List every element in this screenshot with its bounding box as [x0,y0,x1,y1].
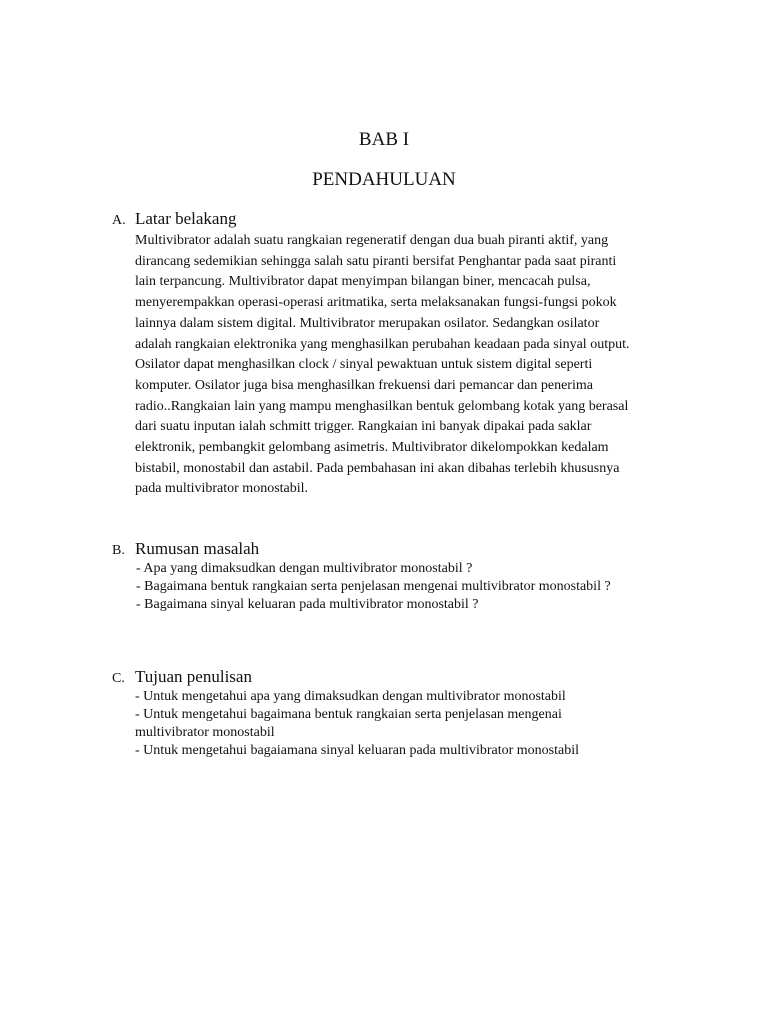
section-title: Rumusan masalah [135,539,260,558]
paragraph-line: dari suatu inputan ialah schmitt trigger. Rangkaian ini banyak dipakai pada saklar [135,419,592,435]
chapter-title: PENDAHULUAN [312,169,456,190]
list-item: multivibrator monostabil [135,725,275,740]
paragraph-line: menyerempakkan operasi-operasi aritmatika, serta melaksanakan fungsi-fungsi pokok [135,295,617,311]
paragraph-line: Osilator dapat menghasilkan clock / sinyal pewaktuan untuk sistem digital seperti [135,357,593,373]
section-writing-objectives [112,666,672,760]
section-heading [112,666,672,688]
objective-list [135,688,672,760]
section-letter: B. [112,543,125,558]
paragraph-line: lainnya dalam sistem digital. Multivibrator merupakan osilator. Sedangkan osilator [135,315,600,331]
list-item: - Untuk mengetahui bagaimana bentuk rangkaian serta penjelasan mengenai [135,707,562,722]
list-item: - Untuk mengetahui bagaiamana sinyal keluaran pada multivibrator monostabil [135,743,579,758]
paragraph-line: bistabil, monostabil dan astabil. Pada pembahasan ini akan dibahas terlebih khususnya [135,460,620,476]
list-item: - Apa yang dimaksudkan dengan multivibrator monostabil ? [136,561,473,576]
section-heading [112,208,672,230]
section-title: Latar belakang [135,209,237,228]
paragraph-line: pada multivibrator monostabil. [135,481,309,497]
paragraph-line: Multivibrator adalah suatu rangkaian regeneratif dengan dua buah piranti aktif, yang [135,233,609,248]
chapter-number: BAB I [358,129,410,150]
section-letter: A. [112,213,126,228]
question-list [112,560,672,614]
section-background [112,208,672,500]
section-heading [112,538,672,560]
background-paragraph [135,231,672,500]
paragraph-line: adalah rangkaian elektronika yang menghasilkan perubahan keadaan pada sinyal output. [135,336,630,352]
section-title: Tujuan penulisan [135,667,252,686]
section-letter: C. [112,671,125,686]
paragraph-line: komputer. Osilator juga bisa menghasilkan frekuensi dari pemancar dan penerima [135,377,593,393]
list-item: - Bagaimana sinyal keluaran pada multivibrator monostabil ? [136,597,479,612]
list-item: - Untuk mengetahui apa yang dimaksudkan dengan multivibrator monostabil [135,689,566,704]
paragraph-line: elektronik, pembangkit gelombang asimetris. Multivibrator dikelompokkan kedalam [135,440,609,456]
paragraph-line: dirancang sedemikian sehingga salah satu piranti bersifat Penghantar pada saat piranti [135,253,617,269]
paragraph-line: radio..Rangkaian lain yang mampu menghasilkan bentuk gelombang kotak yang berasal [135,398,629,414]
paragraph-line: lain terpancung. Multivibrator dapat menyimpan bilangan biner, mencacah pulsa, [135,274,591,290]
list-item: - Bagaimana bentuk rangkaian serta penjelasan mengenai multivibrator monostabil ? [136,579,611,594]
section-problem-formulation [112,538,672,614]
